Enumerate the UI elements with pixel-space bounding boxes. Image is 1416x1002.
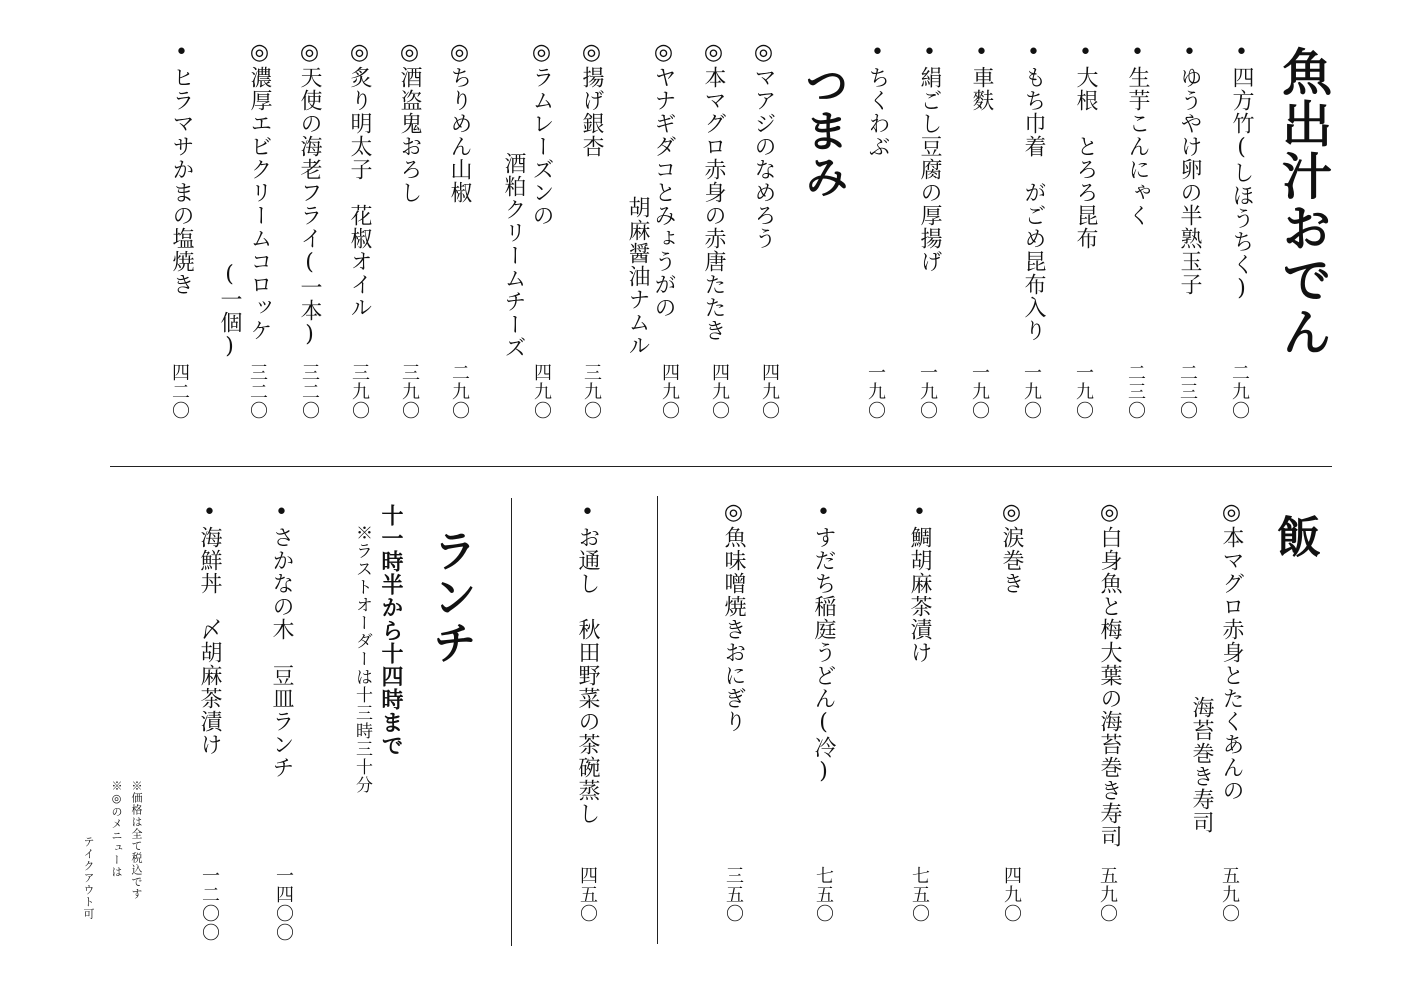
menu-item-price: 四九〇 xyxy=(531,363,552,420)
menu-item-price: 七五〇 xyxy=(813,866,834,923)
menu-item-name: •すだち稲庭うどん(冷) xyxy=(811,500,836,785)
horizontal-divider xyxy=(110,466,1332,467)
menu-item-name: ◎炙り明太子 花椒オイル xyxy=(347,40,372,319)
menu-item-price: 一二〇〇 xyxy=(199,866,220,942)
lunch-title: ランチ xyxy=(425,528,476,666)
menu-item-price: 一九〇 xyxy=(865,363,886,420)
menu-item-name: •お通し 秋田野菜の茶碗蒸し xyxy=(575,500,600,825)
tsumami-title: つまみ xyxy=(797,62,848,200)
menu-item-name-continued: 酒粕クリームチーズ xyxy=(501,152,526,359)
menu-item-name: ◎ラムレーズンの xyxy=(529,40,554,227)
meshi-title: 飯 xyxy=(1269,514,1320,560)
menu-item-price: 二九〇 xyxy=(449,363,470,420)
menu-item-price: 四二〇 xyxy=(169,363,190,420)
menu-item-name: •絹ごし豆腐の厚揚げ xyxy=(917,40,942,273)
menu-item-name: ◎濃厚エビクリームコロッケ xyxy=(247,40,272,342)
menu-item-price: 一九〇 xyxy=(969,363,990,420)
menu-item-name: ◎揚げ銀杏 xyxy=(579,40,604,158)
menu-item-price: 三九〇 xyxy=(581,363,602,420)
menu-item-price: 二九〇 xyxy=(1229,363,1250,420)
menu-item-name: ◎魚味噌焼きおにぎり xyxy=(721,500,746,733)
lunch-hours: 十一時半から十四時まで xyxy=(378,504,404,757)
menu-item-name: ◎ヤナギダコとみょうがの xyxy=(651,40,676,319)
menu-item-price: 一九〇 xyxy=(917,363,938,420)
menu-item-name: •もち巾着 がごめ昆布入り xyxy=(1021,40,1046,342)
footnote-tax: ※価格は全て税込です xyxy=(130,780,143,900)
vertical-divider xyxy=(511,498,512,946)
menu-item-name: •大根 とろろ昆布 xyxy=(1073,40,1098,250)
menu-item-name: ◎ちりめん山椒 xyxy=(447,40,472,204)
menu-item-price: 三九〇 xyxy=(399,363,420,420)
footnote-takeout: ※◎のメニューは xyxy=(110,780,123,878)
menu-item-price: 四九〇 xyxy=(709,363,730,420)
menu-item-price: 四五〇 xyxy=(577,866,598,923)
menu-item-name: •生芋こんにゃく xyxy=(1125,40,1150,227)
menu-item-name: ◎白身魚と梅大葉の海苔巻き寿司 xyxy=(1097,500,1122,848)
menu-item-name: •四方竹(しほうちく) xyxy=(1229,40,1254,302)
menu-item-name-continued: 海苔巻き寿司 xyxy=(1189,696,1214,834)
menu-item-name-continued: 胡麻醤油ナムル xyxy=(625,196,650,357)
menu-item-price: 四九〇 xyxy=(759,363,780,420)
menu-item-name: ◎天使の海老フライ(一本) xyxy=(297,40,322,348)
menu-item-name: ◎本マグロ赤身の赤唐たたき xyxy=(701,40,726,342)
oden-title: 魚出汁おでん xyxy=(1274,46,1333,358)
menu-item-name: ◎涙巻き xyxy=(999,500,1024,595)
menu-item-price: 一九〇 xyxy=(1021,363,1042,420)
menu-item-price: 三二〇 xyxy=(299,363,320,420)
menu-item-name: •ヒラマサかまの塩焼き xyxy=(169,40,194,296)
menu-item-price: 一九〇 xyxy=(1073,363,1094,420)
menu-item-price: 七五〇 xyxy=(909,866,930,923)
menu-item-name: •ゆうやけ卵の半熟玉子 xyxy=(1177,40,1202,296)
menu-item-name: •さかなの木 豆皿ランチ xyxy=(269,500,294,779)
menu-item-price: 二三〇 xyxy=(1177,363,1198,420)
menu-item-price: 五九〇 xyxy=(1219,866,1240,923)
menu-item-name: •海鮮丼 〆胡麻茶漬け xyxy=(197,500,222,756)
menu-item-name: •車麩 xyxy=(969,40,994,112)
menu-item-price: 四九〇 xyxy=(659,363,680,420)
footnote-takeout-continued: テイクアウト可 xyxy=(82,836,95,920)
menu-item-price: 四九〇 xyxy=(1001,866,1022,923)
menu-item-name: ◎本マグロ赤身とたくあんの xyxy=(1219,500,1244,802)
menu-item-name: •ちくわぶ xyxy=(865,40,890,158)
menu-item-price: 五九〇 xyxy=(1097,866,1118,923)
menu-item-price: 一四〇〇 xyxy=(273,866,294,942)
vertical-divider xyxy=(657,496,658,944)
menu-item-price: 三五〇 xyxy=(723,866,744,923)
menu-item-name: ◎酒盗鬼おろし xyxy=(397,40,422,204)
menu-item-price: 三二〇 xyxy=(247,363,268,420)
menu-item-price: 二三〇 xyxy=(1125,363,1146,420)
menu-item-name: •鯛胡麻茶漬け xyxy=(907,500,932,664)
menu-item-price: 三九〇 xyxy=(349,363,370,420)
menu-item-name: ◎マアジのなめろう xyxy=(751,40,776,250)
lunch-last-order: ※ラストオーダーは十三時三十分 xyxy=(352,524,372,794)
menu-item-name-continued: (一個) xyxy=(217,262,242,360)
